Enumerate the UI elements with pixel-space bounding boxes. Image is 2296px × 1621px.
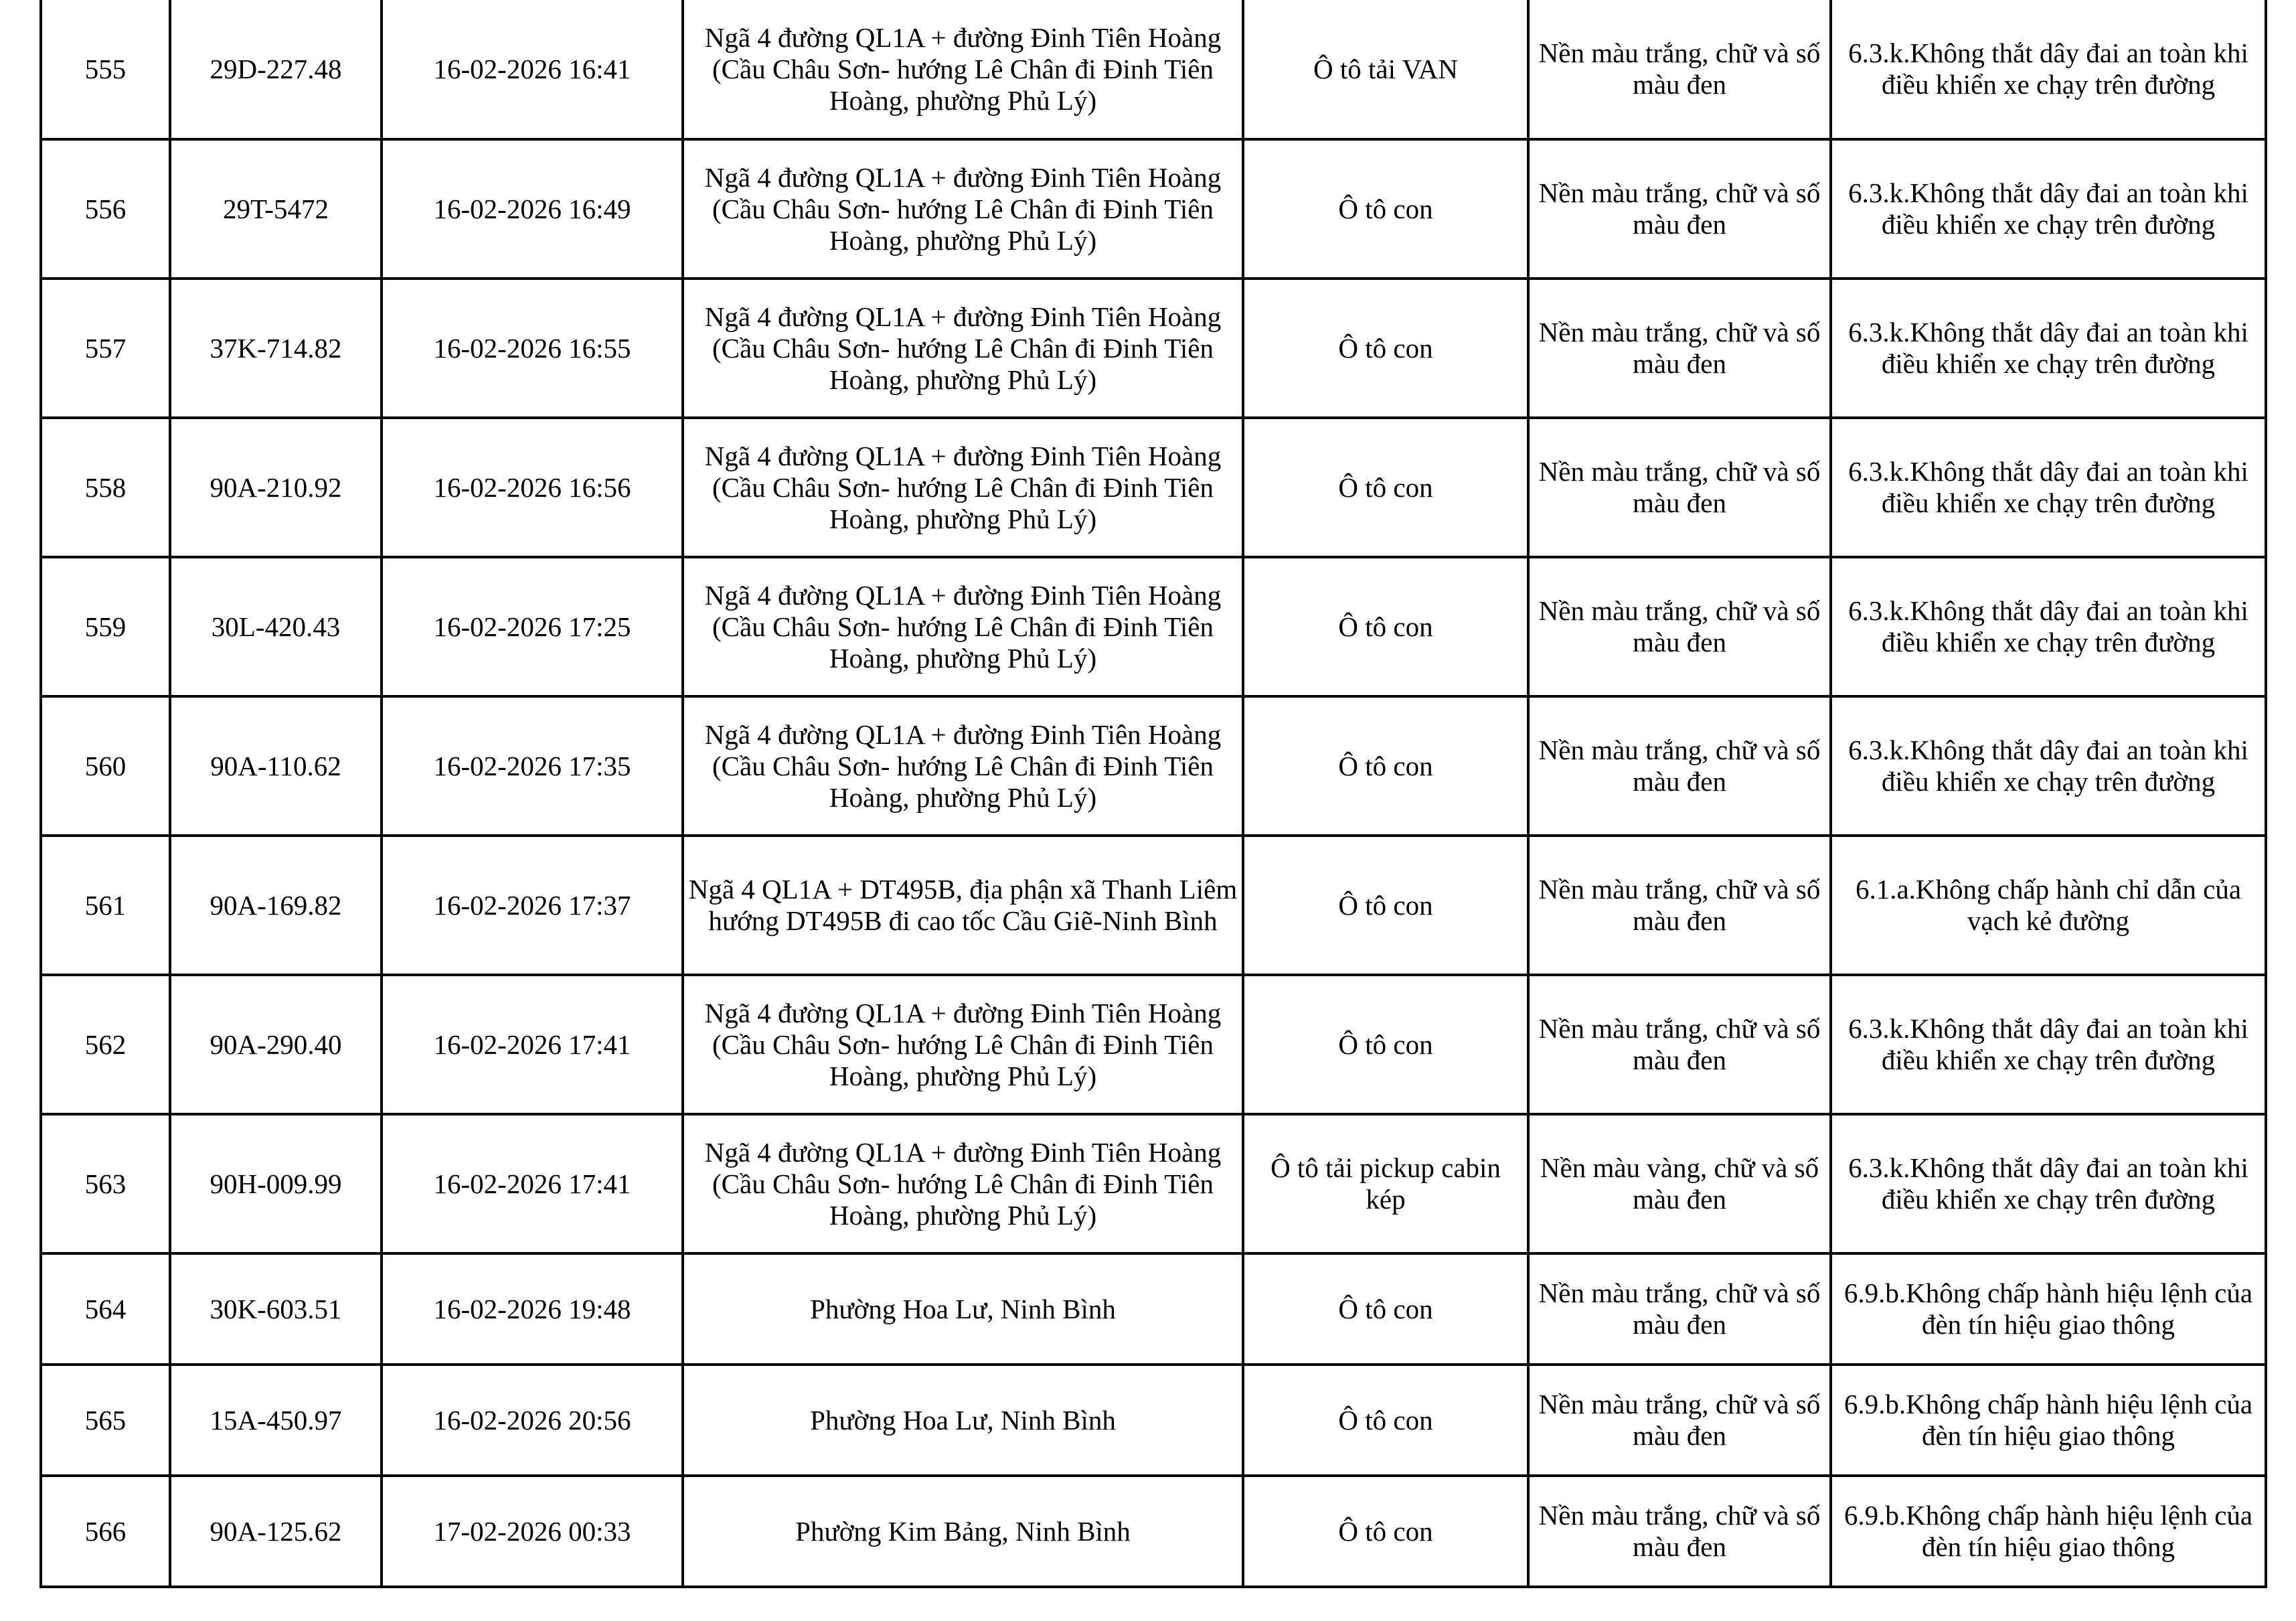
stt-cell: 559 <box>41 557 170 696</box>
vehicle-cell: Ô tô con <box>1243 975 1528 1114</box>
violation-cell: 6.3.k.Không thắt dây đai an toàn khi điều khiển xe chạy trên đường <box>1831 557 2266 696</box>
location-cell: Phường Kim Bảng, Ninh Bình <box>683 1476 1243 1587</box>
plate-cell: 37K-714.82 <box>170 279 382 418</box>
location-cell: Ngã 4 QL1A + DT495B, địa phận xã Thanh Liêm hướng DT495B đi cao tốc Cầu Giẽ-Ninh Bình <box>683 836 1243 975</box>
stt-cell: 565 <box>41 1365 170 1476</box>
location-cell: Ngã 4 đường QL1A + đường Đinh Tiên Hoàng (Cầu Châu Sơn- hướng Lê Chân đi Đinh Tiên Hoàng, phường Phủ Lý) <box>683 418 1243 557</box>
plate-cell: 29D-227.48 <box>170 0 382 139</box>
violation-cell: 6.9.b.Không chấp hành hiệu lệnh của đèn tín hiệu giao thông <box>1831 1253 2266 1365</box>
table-row <box>41 975 2266 1114</box>
vehicle-cell: Ô tô con <box>1243 696 1528 836</box>
stt-cell: 561 <box>41 836 170 975</box>
plate-color-cell: Nền màu trắng, chữ và số màu đen <box>1528 1253 1831 1365</box>
location-cell: Phường Hoa Lư, Ninh Bình <box>683 1365 1243 1476</box>
plate-cell: 90A-125.62 <box>170 1476 382 1587</box>
violation-cell: 6.3.k.Không thắt dây đai an toàn khi điều khiển xe chạy trên đường <box>1831 279 2266 418</box>
plate-cell: 29T-5472 <box>170 139 382 279</box>
vehicle-cell: Ô tô con <box>1243 1365 1528 1476</box>
violation-cell: 6.3.k.Không thắt dây đai an toàn khi điều khiển xe chạy trên đường <box>1831 1114 2266 1253</box>
plate-color-cell: Nền màu trắng, chữ và số màu đen <box>1528 279 1831 418</box>
table-row <box>41 1365 2266 1476</box>
vehicle-cell: Ô tô tải pickup cabin kép <box>1243 1114 1528 1253</box>
plate-color-cell: Nền màu vàng, chữ và số màu đen <box>1528 1114 1831 1253</box>
time-cell: 16-02-2026 17:35 <box>382 696 683 836</box>
violation-cell: 6.3.k.Không thắt dây đai an toàn khi điều khiển xe chạy trên đường <box>1831 0 2266 139</box>
location-cell: Phường Hoa Lư, Ninh Bình <box>683 1253 1243 1365</box>
stt-cell: 566 <box>41 1476 170 1587</box>
plate-cell: 90A-169.82 <box>170 836 382 975</box>
table-row <box>41 0 2266 139</box>
table-row <box>41 1253 2266 1365</box>
vehicle-cell: Ô tô con <box>1243 836 1528 975</box>
vehicle-cell: Ô tô con <box>1243 279 1528 418</box>
vehicle-cell: Ô tô tải VAN <box>1243 0 1528 139</box>
table-row <box>41 139 2266 279</box>
time-cell: 16-02-2026 19:48 <box>382 1253 683 1365</box>
violation-cell: 6.3.k.Không thắt dây đai an toàn khi điều khiển xe chạy trên đường <box>1831 975 2266 1114</box>
time-cell: 16-02-2026 16:41 <box>382 0 683 139</box>
violations-table <box>39 0 2267 1588</box>
vehicle-cell: Ô tô con <box>1243 1253 1528 1365</box>
table-row <box>41 418 2266 557</box>
vehicle-cell: Ô tô con <box>1243 418 1528 557</box>
time-cell: 16-02-2026 17:25 <box>382 557 683 696</box>
plate-color-cell: Nền màu trắng, chữ và số màu đen <box>1528 1476 1831 1587</box>
location-cell: Ngã 4 đường QL1A + đường Đinh Tiên Hoàng (Cầu Châu Sơn- hướng Lê Chân đi Đinh Tiên Hoàng, phường Phủ Lý) <box>683 139 1243 279</box>
vehicle-cell: Ô tô con <box>1243 1476 1528 1587</box>
location-cell: Ngã 4 đường QL1A + đường Đinh Tiên Hoàng (Cầu Châu Sơn- hướng Lê Chân đi Đinh Tiên Hoàng, phường Phủ Lý) <box>683 0 1243 139</box>
table-row <box>41 557 2266 696</box>
time-cell: 16-02-2026 16:55 <box>382 279 683 418</box>
plate-cell: 90A-110.62 <box>170 696 382 836</box>
stt-cell: 558 <box>41 418 170 557</box>
table-row <box>41 279 2266 418</box>
time-cell: 16-02-2026 17:37 <box>382 836 683 975</box>
time-cell: 17-02-2026 00:33 <box>382 1476 683 1587</box>
plate-color-cell: Nền màu trắng, chữ và số màu đen <box>1528 557 1831 696</box>
time-cell: 16-02-2026 16:56 <box>382 418 683 557</box>
time-cell: 16-02-2026 20:56 <box>382 1365 683 1476</box>
plate-cell: 15A-450.97 <box>170 1365 382 1476</box>
plate-color-cell: Nền màu trắng, chữ và số màu đen <box>1528 1365 1831 1476</box>
location-cell: Ngã 4 đường QL1A + đường Đinh Tiên Hoàng (Cầu Châu Sơn- hướng Lê Chân đi Đinh Tiên Hoàng, phường Phủ Lý) <box>683 975 1243 1114</box>
time-cell: 16-02-2026 17:41 <box>382 1114 683 1253</box>
violation-cell: 6.1.a.Không chấp hành chỉ dẫn của vạch kẻ đường <box>1831 836 2266 975</box>
plate-color-cell: Nền màu trắng, chữ và số màu đen <box>1528 975 1831 1114</box>
vehicle-cell: Ô tô con <box>1243 557 1528 696</box>
table-row <box>41 1114 2266 1253</box>
plate-color-cell: Nền màu trắng, chữ và số màu đen <box>1528 0 1831 139</box>
plate-cell: 90H-009.99 <box>170 1114 382 1253</box>
plate-cell: 30L-420.43 <box>170 557 382 696</box>
stt-cell: 555 <box>41 0 170 139</box>
location-cell: Ngã 4 đường QL1A + đường Đinh Tiên Hoàng (Cầu Châu Sơn- hướng Lê Chân đi Đinh Tiên Hoàng, phường Phủ Lý) <box>683 1114 1243 1253</box>
time-cell: 16-02-2026 17:41 <box>382 975 683 1114</box>
plate-cell: 30K-603.51 <box>170 1253 382 1365</box>
plate-color-cell: Nền màu trắng, chữ và số màu đen <box>1528 139 1831 279</box>
plate-color-cell: Nền màu trắng, chữ và số màu đen <box>1528 696 1831 836</box>
table-row <box>41 836 2266 975</box>
location-cell: Ngã 4 đường QL1A + đường Đinh Tiên Hoàng (Cầu Châu Sơn- hướng Lê Chân đi Đinh Tiên Hoàng, phường Phủ Lý) <box>683 696 1243 836</box>
table-row <box>41 696 2266 836</box>
violation-cell: 6.3.k.Không thắt dây đai an toàn khi điều khiển xe chạy trên đường <box>1831 139 2266 279</box>
location-cell: Ngã 4 đường QL1A + đường Đinh Tiên Hoàng (Cầu Châu Sơn- hướng Lê Chân đi Đinh Tiên Hoàng, phường Phủ Lý) <box>683 557 1243 696</box>
stt-cell: 557 <box>41 279 170 418</box>
vehicle-cell: Ô tô con <box>1243 139 1528 279</box>
plate-color-cell: Nền màu trắng, chữ và số màu đen <box>1528 836 1831 975</box>
location-cell: Ngã 4 đường QL1A + đường Đinh Tiên Hoàng (Cầu Châu Sơn- hướng Lê Chân đi Đinh Tiên Hoàng, phường Phủ Lý) <box>683 279 1243 418</box>
stt-cell: 562 <box>41 975 170 1114</box>
plate-cell: 90A-290.40 <box>170 975 382 1114</box>
violation-cell: 6.9.b.Không chấp hành hiệu lệnh của đèn tín hiệu giao thông <box>1831 1365 2266 1476</box>
time-cell: 16-02-2026 16:49 <box>382 139 683 279</box>
stt-cell: 556 <box>41 139 170 279</box>
stt-cell: 560 <box>41 696 170 836</box>
plate-cell: 90A-210.92 <box>170 418 382 557</box>
table-row <box>41 1476 2266 1587</box>
violations-table-body <box>41 0 2266 1587</box>
plate-color-cell: Nền màu trắng, chữ và số màu đen <box>1528 418 1831 557</box>
violation-cell: 6.3.k.Không thắt dây đai an toàn khi điều khiển xe chạy trên đường <box>1831 418 2266 557</box>
stt-cell: 563 <box>41 1114 170 1253</box>
stt-cell: 564 <box>41 1253 170 1365</box>
violation-cell: 6.9.b.Không chấp hành hiệu lệnh của đèn tín hiệu giao thông <box>1831 1476 2266 1587</box>
violation-cell: 6.3.k.Không thắt dây đai an toàn khi điều khiển xe chạy trên đường <box>1831 696 2266 836</box>
